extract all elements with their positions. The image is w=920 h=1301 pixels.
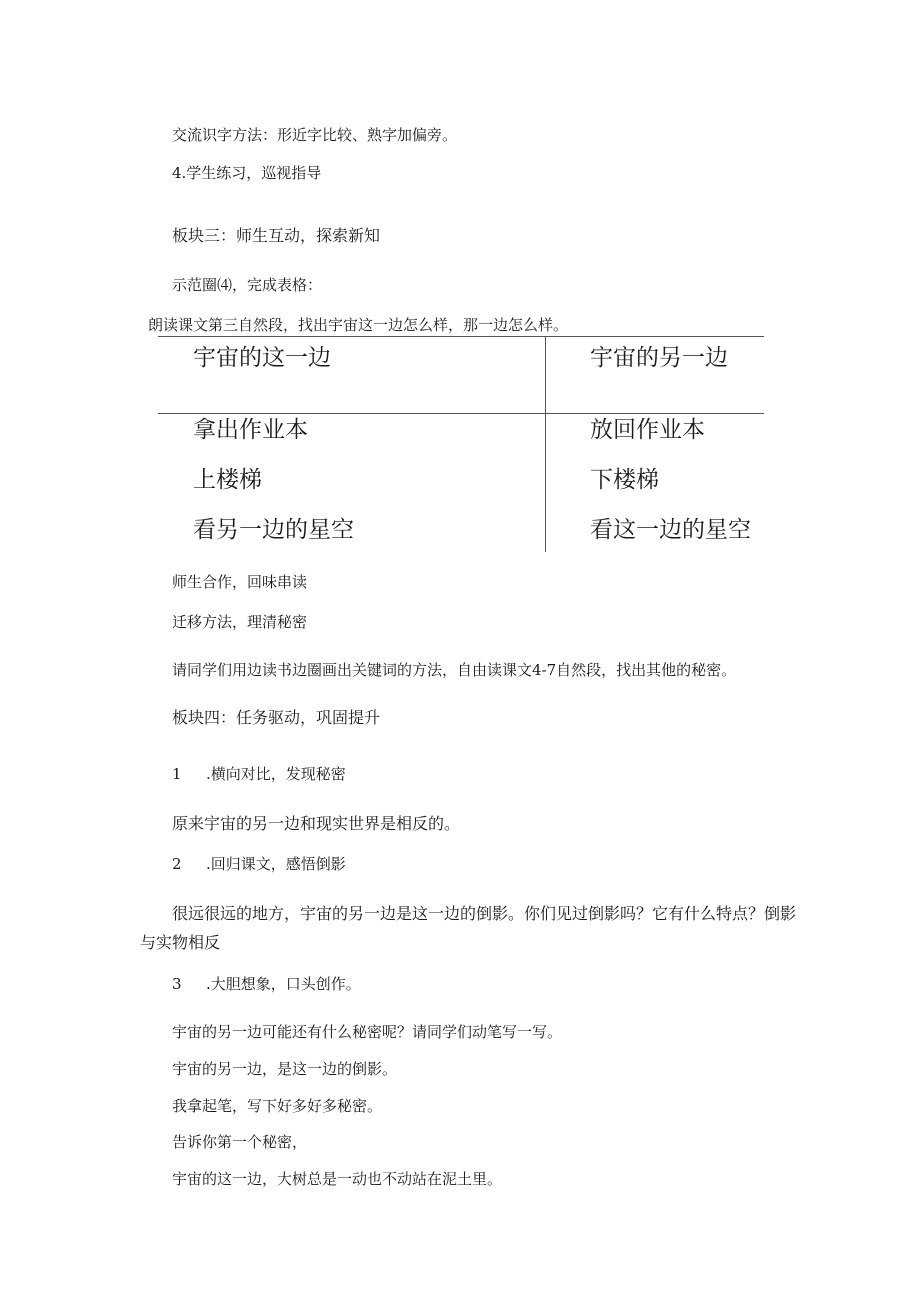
paragraph-transfer-method: 迁移方法，理清秘密 xyxy=(172,613,308,631)
list-item-2 xyxy=(172,857,346,872)
table-cell: 拿出作业本 xyxy=(193,417,308,443)
poem-line-2: 我拿起笔，写下好多好多秘密。 xyxy=(172,1097,383,1115)
list-item-3 xyxy=(172,977,361,992)
table-header-this-side: 宇宙的这一边 xyxy=(193,345,331,371)
table-cell: 看这一边的星空 xyxy=(590,517,751,543)
table-column-divider xyxy=(545,336,546,552)
paragraph-student-practice: 4.学生练习，巡视指导 xyxy=(172,164,322,182)
list-item-1 xyxy=(172,767,346,782)
list-number: 3 xyxy=(172,975,182,993)
poem-line-4: 宇宙的这一边，大树总是一动也不动站在泥土里。 xyxy=(172,1170,503,1188)
section-heading-block-three: 板块三：师生互动，探索新知 xyxy=(172,226,381,245)
list-text: .回归课文，感悟倒影 xyxy=(206,855,346,873)
table-top-rule xyxy=(158,336,764,337)
list-number: 2 xyxy=(172,855,182,873)
table-cell: 上楼梯 xyxy=(193,467,262,493)
paragraph-demo-table: 示范圈⑷，完成表格： xyxy=(172,276,323,294)
list-number: 1 xyxy=(172,765,182,783)
paragraph-read-aloud: 朗读课文第三自然段，找出宇宙这一边怎么样，那一边怎么样。 xyxy=(148,316,569,334)
table-header-rule xyxy=(158,413,764,414)
paragraph-writing-prompt: 宇宙的另一边可能还有什么秘密呢？请同学们动笔写一写。 xyxy=(172,1023,563,1041)
poem-line-3: 告诉你第一个秘密， xyxy=(172,1133,308,1151)
paragraph-teacher-student: 师生合作，回味串读 xyxy=(172,573,308,591)
paragraph-literacy-methods: 交流识字方法：形近字比较、熟字加偏旁。 xyxy=(172,126,458,144)
list-text: .大胆想象，口头创作。 xyxy=(206,975,361,993)
section-heading-block-four: 板块四：任务驱动，巩固提升 xyxy=(172,708,381,727)
list-text: .横向对比，发现秘密 xyxy=(206,765,346,783)
paragraph-read-instructions: 请同学们用边读书边圈画出关键词的方法，自由读课文4-7自然段，找出其他的秘密。 xyxy=(172,661,737,679)
table-cell: 下楼梯 xyxy=(590,467,659,493)
paragraph-reflection-line1: 很远很远的地方，宇宙的另一边是这一边的倒影。你们见过倒影吗？它有什么特点？倒影 xyxy=(172,904,797,923)
poem-line-1: 宇宙的另一边，是这一边的倒影。 xyxy=(172,1060,398,1078)
table-cell: 放回作业本 xyxy=(590,417,705,443)
paragraph-conclusion: 原来宇宙的另一边和现实世界是相反的。 xyxy=(172,814,461,833)
table-header-other-side: 宇宙的另一边 xyxy=(590,345,728,371)
table-cell: 看另一边的星空 xyxy=(193,517,354,543)
paragraph-reflection-line2: 与实物相反 xyxy=(140,933,221,952)
